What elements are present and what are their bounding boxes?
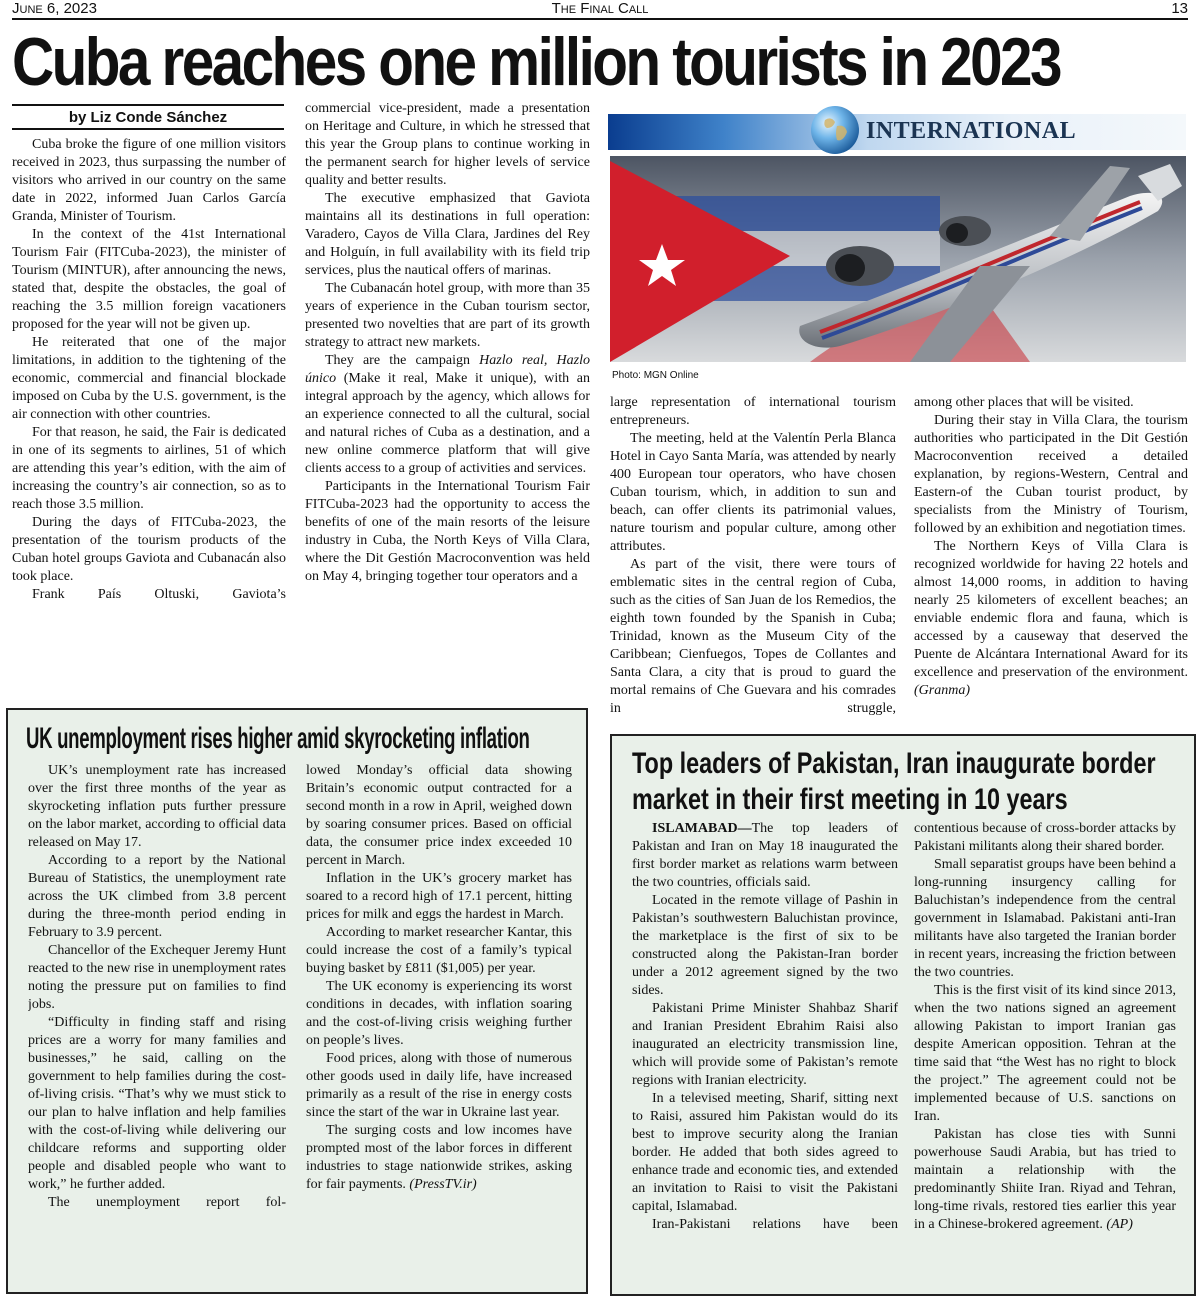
text-run: (Make it real, Make it unique), with an integral approach by the agency, which allows for an experience connected to all the cultural, social and natural riches of Cuba as a destination, and a new online commerce platform that will give clients access to a group of activities and services. [305,371,590,476]
headline-emphasis: UK [26,722,53,755]
paragraph: The unemployment report fol- [48,1195,286,1210]
section-label: INTERNATIONAL [866,118,1077,144]
paragraph: During their stay in Villa Clara, the tourism authorities who participated in the Dit Gestión Macroconvention received a detailed explanation, by regions-Western, Central and Eastern-of the Cuban tourist product, by specialists from the Ministry of Tourism, followed by an exhibition and negotiation times. [914,413,1188,536]
paragraph: commercial vice-president, made a presentation on Heritage and Culture, in which he stressed that this year the Group plans to continue working in the permanent search for higher levels of service quality and better results. [305,101,590,188]
text-run: The top leaders of Pakistan and Iran on May 18 inaugurated the first border market as relations warm between the two countries, officials said. [632,821,898,890]
paragraph [632,820,898,892]
text-run: The Northern Keys of Villa Clara is recognized worldwide for having 22 hotels and almost 14,000 rooms, in addition to having nearly 25 kilometers of excellent beaches; an enviable endemic flora and fauna, which is accessed by a causeway that deserved the Puente de Alcántara International Award for its excellence and preservation of the environment. [914,539,1188,680]
paragraph: lowed Monday’s official data showing Britain’s economic output contracted for a second month in a row in April, weighed down by soaring consumer prices. Based on official data, the consumer price index exceeded 10 percent in March. [306,763,572,868]
paragraph: Chancellor of the Exchequer Jeremy Hunt reacted to the new rise in unemployment rates noting the pressure put on families to find jobs. [28,943,286,1012]
paragraph: among other places that will be visited. [914,395,1134,410]
uk-story-column-2 [306,762,572,1292]
headline-line: market in their first meeting in 10 years [632,783,1068,816]
paragraph: large representation of international tourism entrepreneurs. [610,395,896,428]
dateline: ISLAMABAD— [652,821,752,836]
page-number: 13 [1171,0,1188,17]
paragraph: contentious because of cross-border attacks by Pakistani militants along their shared border. [914,821,1176,854]
text-run: Pakistan has close ties with Sunni powerhouse Saudi Arabia, but has tried to maintain a relationship with the predominantly Shiite Iran. Riyad and Tehran, long-time rivals, restored ties earlier this year in a Chinese-brokered agreement. [914,1127,1176,1232]
pakistan-story-column-1 [632,820,898,1294]
globe-icon [811,106,859,154]
paragraph: Iran-Pakistani relations have been [652,1217,898,1232]
masthead [12,0,1188,20]
paragraph: The executive emphasized that Gaviota maintains all its destinations in full operation: Varadero, Cayos de Villa Clara, Jardines del Rey and Holguín, in full availability with its field trip services, plus the nautical offers of marinas. [305,191,590,278]
source-credit: (AP) [1106,1217,1133,1232]
paragraph: The meeting, held at the Valentín Perla Blanca Hotel in Cayo Santa María, was attended by nearly 400 European tour operators, who have chosen Cuban tourism, which, in addition to sun and beach, can offer clients its patrimonial values, nature tourism and popular culture, among other attributes. [610,431,896,554]
source-credit: (Granma) [914,683,970,698]
paragraph: Pakistani Prime Minister Shahbaz Sharif and Iranian President Ebrahim Raisi also inaugurated an electricity transmission line, which will provide some of Pakistan’s remote regions with Iranian electricity. [632,1001,898,1088]
publication-name: The Final Call [551,0,649,17]
paragraph: Participants in the International Tourism Fair FITCuba-2023 had the opportunity to access the benefits of one of the main resorts of the leisure industry in Cuba, the North Keys of Villa Clara, where the Dit Gestión Macroconvention was held on May 4, bringing together tour operators and a [305,479,590,584]
paragraph [305,352,590,478]
text-run: They are the campaign [325,353,480,368]
headline-line: Top leaders of Pakistan, Iran inaugurate border [632,747,1156,780]
paragraph: The UK economy is experiencing its worst conditions in decades, with inflation soaring and the cost-of-living crisis weighing further on people’s lives. [306,979,572,1048]
paragraph: This is the first visit of its kind since 2013, when the two nations signed an agreement allowing Pakistan to import Iranian gas despite American opposition. Tehran at the time said that “the West has no right to block the project.” The agreement could not be implemented because of U.S. sanctions on Iran. [914,983,1176,1124]
paragraph [914,538,1188,700]
paragraph: As part of the visit, there were tours of emblematic sites in the central region of Cuba, such as the cities of San Juan de los Remedios, the eighth town founded by the Spanish in Cuba; Trinidad, known as the Museum City of the Caribbean; Cienfuegos, Topes de Collantes and Santa Clara, a city that is proud to guard the mortal remains of Che Guevara and his comrades in struggle, [610,557,896,716]
main-story-column-2 [305,100,590,680]
main-story-column-1 [12,136,286,678]
paragraph: Food prices, along with those of numerous other goods used in daily life, have increased primarily as a result of the rise in energy costs since the start of the war in Ukraine last year. [306,1051,572,1120]
main-headline: Cuba reaches one million tourists in 2023 [12,24,1060,100]
paragraph: Inflation in the UK’s grocery market has soared to a record high of 17.1 percent, hitting prices for milk and eggs the hardest in March. [306,871,572,922]
uk-story-headline [26,722,530,756]
paragraph [306,1122,572,1194]
source-credit: (PressTV.ir) [409,1177,477,1192]
byline: by Liz Conde Sánchez [12,104,284,130]
pakistan-story-column-2 [914,820,1176,1294]
paragraph: UK’s unemployment rate has increased over the first three months of the year as skyrocketing inflation puts further pressure on the labor market, according to official data released on May 17. [28,763,286,850]
pakistan-story-headline [632,746,1156,818]
paragraph: “Difficulty in finding staff and rising prices are a worry for many families and businesses,” he said, calling on the government to help families during the cost-of-living crisis. “That’s why we must stick to our plan to halve inflation and help families with the cost-of-living while delivering our childcare reforms and supporting older people and disabled people who want to work,” he further added. [28,1015,286,1192]
campaign-name: Hazlo real, Hazlo único [305,353,590,386]
paragraph: In the context of the 41st International Tourism Fair (FITCuba-2023), the minister of Tourism (MINTUR), after announcing the news, stated that, despite the obstacles, the goal of reaching the 3.5 million foreign vacationers proposed for the year will not be given up. [12,227,286,332]
uk-story-box [6,708,588,1294]
paragraph: Small separatist groups have been behind a long-running insurgency calling for Baluchistan’s independence from the central government in Islamabad. Pakistani anti-Iran militants have also targeted the Iranian border in recent years, increasing the friction between the two countries. [914,857,1176,980]
paragraph: Frank País Oltuski, Gaviota’s [32,587,286,602]
text-run: The surging costs and low incomes have prompted most of the labor forces in different industries to stage nationwide strikes, asking for fair payments. [306,1123,572,1192]
paragraph: Located in the remote village of Pashin in Pakistan’s southwestern Baluchistan province, the marketplace is the first of six to be constructed along the Pakistan-Iran border under a 2012 agreement signed by the two sides. [632,893,898,998]
issue-date: June 6, 2023 [12,0,97,17]
pakistan-story-box [610,734,1196,1296]
paragraph: According to market researcher Kantar, this could increase the cost of a family’s typical buying basket by £811 ($1,005) per year. [306,925,572,976]
airplane-photo [610,156,1186,362]
main-story-column-4 [914,394,1188,720]
paragraph: The Cubanacán hotel group, with more than 35 years of experience in the Cuban tourism sector, presented two novelties that are part of its growth strategy to attract new markets. [305,281,590,350]
paragraph [914,1126,1176,1234]
photo-credit: Photo: MGN Online [612,370,699,381]
paragraph: Cuba broke the figure of one million visitors received in 2023, thus surpassing the number of visitors who arrived in our country on the same date in 2022, informed Juan Carlos García Granda, Minister of Tourism. [12,137,286,224]
uk-story-column-1 [28,762,286,1292]
main-story-column-3 [610,394,896,720]
headline-text: unemployment rises higher amid skyrocketing inflation [52,722,530,755]
paragraph: He reiterated that one of the major limitations, in addition to the tightening of the economic, commercial and financial blockade imposed on Cuba by the U.S. government, is the air connection with other countries. [12,335,286,422]
paragraph: According to a report by the National Bureau of Statistics, the unemployment rate across the UK climbed from 3.8 percent during the three-month period ending in February to 3.9 percent. [28,853,286,940]
paragraph: For that reason, he said, the Fair is dedicated in one of its segments to airlines, 51 of which are attending this year’s edition, with the aim of increasing the country’s air connection, so as to reach those 3.5 million. [12,425,286,512]
paragraph: During the days of FITCuba-2023, the presentation of the tourism products of the Cuban hotel groups Gaviota and Cubanacán also took place. [12,515,286,584]
paragraph: In a televised meeting, Sharif, sitting next to Raisi, assured him Pakistan would do its best to improve security along the Iranian border. He added that both sides agreed to enhance trade and economic ties, and extended an invitation to Raisi to visit the Pakistani capital, Islamabad. [632,1091,898,1214]
